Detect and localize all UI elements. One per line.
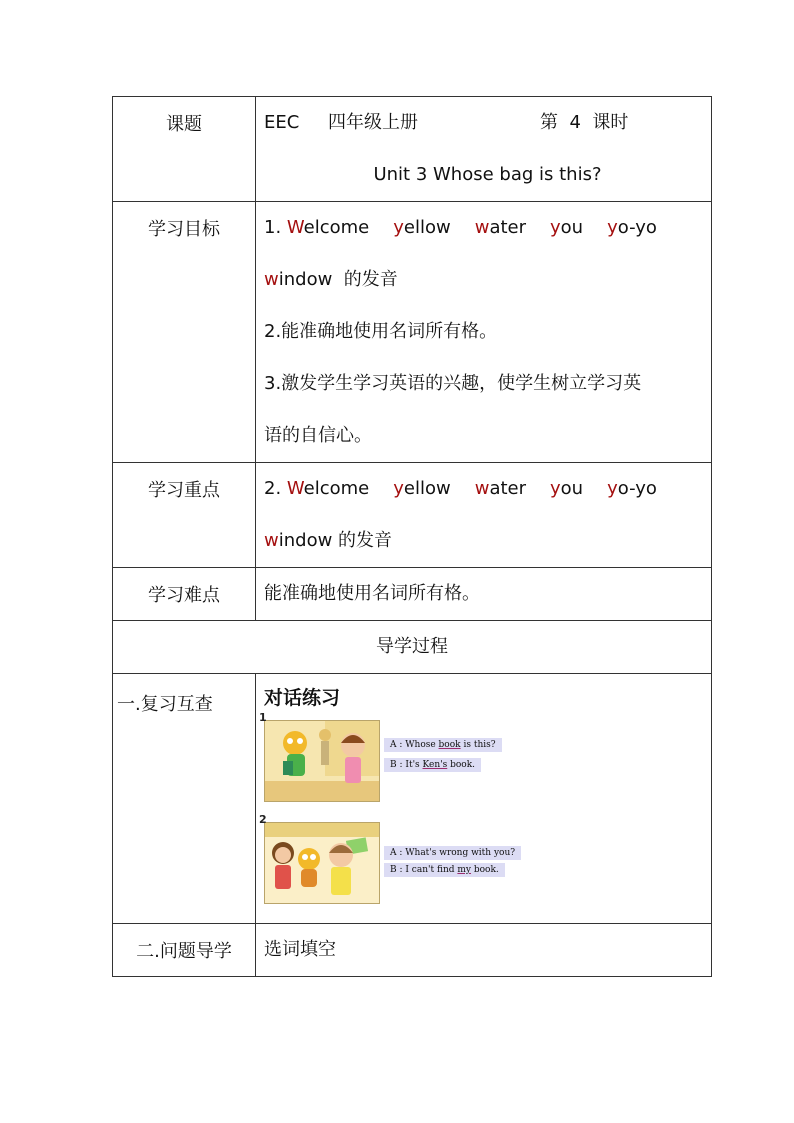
lesson-number: 第 4 课时: [540, 112, 629, 133]
word-yellow: yellow: [393, 217, 451, 238]
process-row: [113, 621, 712, 674]
unit-title: Unit 3 Whose bag is this?: [373, 164, 602, 185]
scene-1-line-a: A : Whose book is this?: [384, 738, 502, 752]
scene-2-line-a: A : What's wrong with you?: [384, 846, 521, 860]
word-window: window: [264, 530, 333, 551]
word-yellow: yellow: [393, 478, 451, 499]
objective-3: 3.激发学生学习英语的兴趣，使学生树立学习英: [264, 373, 642, 394]
difficulties-label: 学习难点: [113, 568, 256, 621]
word-water: water: [474, 217, 527, 238]
word-yoyo: yo-yo: [607, 217, 657, 238]
review-label: 一.复习互查: [113, 674, 256, 924]
topic-row: [113, 97, 712, 202]
objective-2: 2.能准确地使用名词所有格。: [264, 321, 498, 342]
objectives-content: [256, 202, 712, 463]
objectives-word-line: [264, 202, 711, 254]
word-window: window: [264, 269, 333, 290]
word-you: you: [550, 478, 584, 499]
objective-3-cont: 语的自信心。: [264, 425, 372, 446]
dialogue-scene-2: [259, 813, 711, 922]
topic-header-line: [264, 97, 711, 149]
word-water: water: [474, 478, 527, 499]
scene-1-line-b: B : It's Ken's book.: [384, 758, 481, 772]
objectives-number: 1.: [264, 217, 287, 238]
key-points-word-line: [264, 463, 711, 515]
key-points-number: 2.: [264, 478, 287, 499]
review-row: [113, 674, 712, 924]
difficulties-content: [256, 568, 712, 621]
scene-2-line-b: B : I can't find my book.: [384, 863, 505, 877]
grade-name: 四年级上册: [328, 112, 418, 133]
process-cell: [113, 621, 712, 674]
scene-2-number: 2: [259, 813, 267, 826]
word-you: you: [550, 217, 584, 238]
dialogue-scene-1: [259, 711, 711, 820]
word-welcome: Welcome: [286, 478, 370, 499]
lesson-plan-table: [112, 96, 712, 977]
pronunciation-text: 的发音: [332, 269, 398, 290]
topic-label: 课题: [113, 97, 256, 202]
process-title: 导学过程: [376, 636, 448, 657]
key-points-window-line: [264, 515, 711, 567]
dialogue-practice-title: 对话练习: [264, 687, 341, 709]
questions-label: 二.问题导学: [113, 924, 256, 977]
scene-1-number: 1: [259, 711, 267, 724]
key-points-content: [256, 463, 712, 568]
difficulties-text: 能准确地使用名词所有格。: [264, 583, 480, 604]
questions-content: [256, 924, 712, 977]
scene-1-illustration: [259, 711, 380, 802]
topic-content: [256, 97, 712, 202]
difficulties-row: [113, 568, 712, 621]
key-points-label: 学习重点: [113, 463, 256, 568]
review-content: [256, 674, 712, 924]
objectives-label: 学习目标: [113, 202, 256, 463]
objectives-row: [113, 202, 712, 463]
questions-row: [113, 924, 712, 977]
scene-2-illustration: [259, 813, 380, 904]
word-yoyo: yo-yo: [607, 478, 657, 499]
objectives-window-line: [264, 254, 711, 306]
key-points-row: [113, 463, 712, 568]
pronunciation-text: 的发音: [332, 530, 393, 551]
series-name: EEC: [264, 112, 300, 133]
questions-text: 选词填空: [264, 939, 336, 960]
word-welcome: Welcome: [286, 217, 370, 238]
